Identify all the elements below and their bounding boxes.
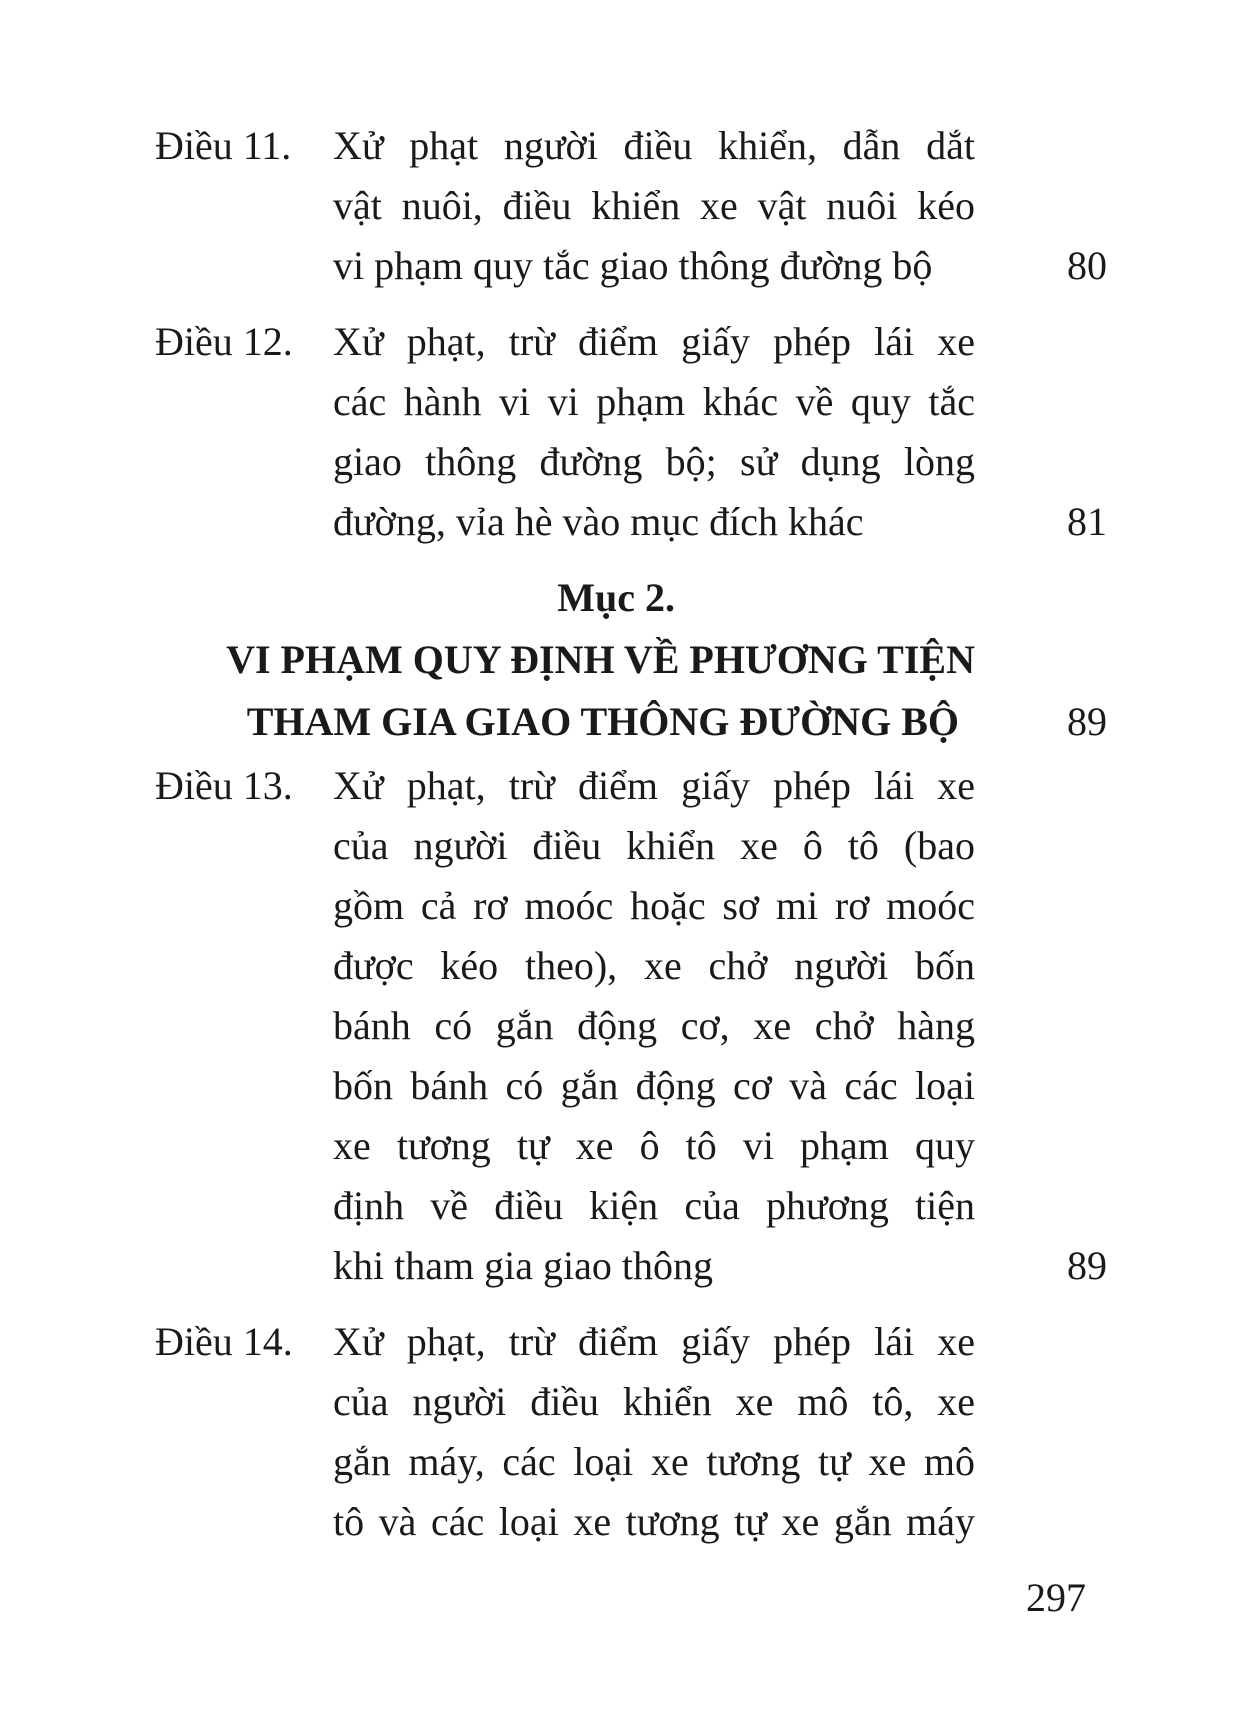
entry-body — [333, 116, 975, 296]
entry-line: định về điều kiện của phương tiện — [333, 1183, 975, 1228]
entry-label: Điều 11. — [155, 123, 292, 168]
entry-line: của người điều khiển xe ô tô (bao — [333, 823, 975, 868]
entry-label: Điều 12. — [155, 319, 293, 364]
entry-line: đường, vỉa hè vào mục đích khác — [333, 499, 864, 544]
section-page-number: 89 — [1067, 699, 1107, 744]
entry-line: Xử phạt, trừ điểm giấy phép lái xe — [333, 319, 975, 364]
page-number: 297 — [1026, 1575, 1086, 1620]
section-title-line: THAM GIA GIAO THÔNG ĐƯỜNG BỘ — [246, 699, 959, 744]
entry-line: bánh có gắn động cơ, xe chở hàng — [333, 1003, 975, 1048]
entry-line: gồm cả rơ moóc hoặc sơ mi rơ moóc — [333, 883, 975, 928]
entry-line: Xử phạt, trừ điểm giấy phép lái xe — [333, 1319, 975, 1364]
section-number: Mục 2. — [557, 575, 675, 620]
entry-line: vi phạm quy tắc giao thông đường bộ — [333, 243, 933, 288]
entry-line: được kéo theo), xe chở người bốn — [333, 943, 975, 988]
entry-body — [333, 1312, 975, 1552]
entry-line: các hành vi vi phạm khác về quy tắc — [333, 379, 975, 424]
entry-line: tô và các loại xe tương tự xe gắn máy — [333, 1499, 975, 1544]
entry-label: Điều 13. — [155, 763, 293, 808]
entry-page-number: 81 — [1067, 499, 1107, 544]
section-title-line: VI PHẠM QUY ĐỊNH VỀ PHƯƠNG TIỆN — [226, 637, 975, 682]
entry-line: khi tham gia giao thông — [333, 1243, 713, 1288]
entry-page-number: 89 — [1067, 1243, 1107, 1288]
entry-label: Điều 14. — [155, 1319, 293, 1364]
entry-line: của người điều khiển xe mô tô, xe — [333, 1379, 975, 1424]
entry-line: vật nuôi, điều khiển xe vật nuôi kéo — [333, 183, 975, 228]
entry-body — [333, 756, 975, 1296]
entry-line: Xử phạt người điều khiển, dẫn dắt — [333, 123, 975, 168]
entry-line: xe tương tự xe ô tô vi phạm quy — [333, 1123, 975, 1168]
entry-line: bốn bánh có gắn động cơ và các loại — [333, 1063, 975, 1108]
entry-line: gắn máy, các loại xe tương tự xe mô — [333, 1439, 975, 1484]
entry-line: Xử phạt, trừ điểm giấy phép lái xe — [333, 763, 975, 808]
entry-body — [333, 312, 975, 552]
entry-page-number: 80 — [1067, 243, 1107, 288]
entry-line: giao thông đường bộ; sử dụng lòng — [333, 439, 975, 484]
